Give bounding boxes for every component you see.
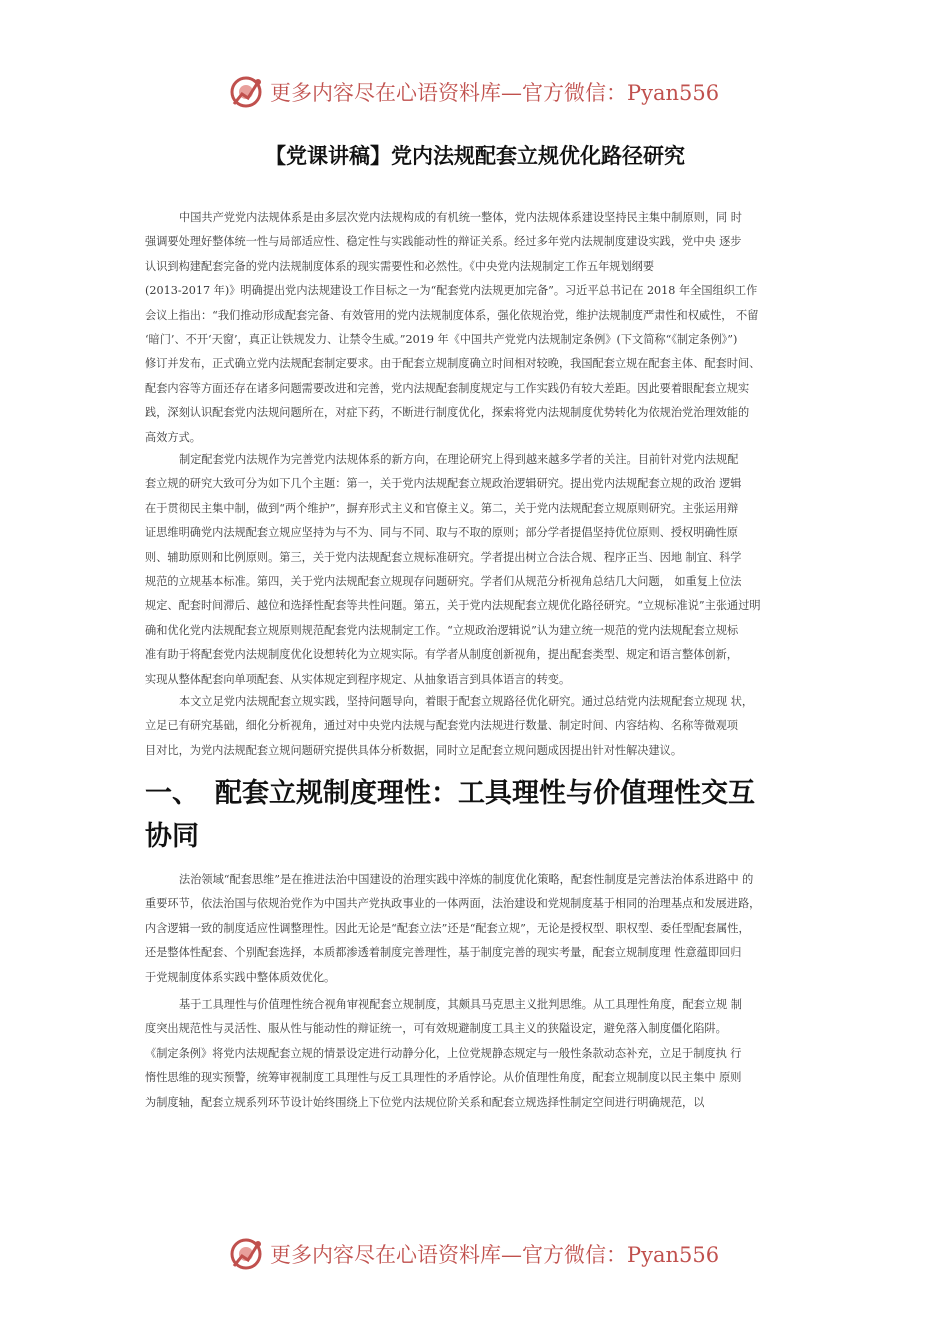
- section-title-line-1: 配套立规制度理性：工具理性与价值理性交互: [215, 778, 755, 809]
- text-line: 本文立足党内法规配套立规实践，坚持问题导向，着眼于配套立规路径优化研究。通过总结党内法规配套立规现 状，: [179, 695, 754, 708]
- section-title-line-2: 协同: [145, 821, 199, 852]
- paragraph-1: [145, 206, 810, 450]
- document-title: 【党课讲稿】党内法规配套立规优化路径研究: [265, 144, 685, 168]
- text-line: 规范的立规基本标准。第四，关于党内法规配套立规现存问题研究。学者们从规范分析视角总结几大问题， 如重复上位法: [145, 575, 742, 589]
- text-line: 准有助于将配套党内法规制度优化设想转化为立规实际。有学者从制度创新视角，提出配套类型、规定和语言整体创新，: [145, 648, 738, 662]
- text-line: 《制定条例》将党内法规配套立规的情景设定进行动静分化，上位党规静态规定与一般性条款动态补充，立足于制度执 行: [145, 1046, 742, 1060]
- text-line: 修订并发布，正式确立党内法规配套制定要求。由于配套立规制度确立时间相对较晚，我国配套立规在配套主体、配套时间、: [145, 357, 761, 371]
- text-line: 配套内容等方面还存在诸多问题需要改进和完善，党内法规配套制度规定与工作实践仍有较大差距。因此要着眼配套立规实: [145, 381, 750, 395]
- banner-text: 更多内容尽在心语资料库—官方微信：Pyan556: [270, 81, 720, 105]
- section-1-paragraph-2: [145, 993, 810, 1115]
- text-line: 惰性思维的现实预警，统筹审视制度工具理性与反工具理性的矛盾悖论。从价值理性角度，配套立规制度以民主集中 原则: [145, 1071, 742, 1085]
- text-line: ‘暗门’、不开‘天窗’，真正让铁规发力、让禁令生威。”2019 年《中国共产党党内法规制定条例》(下文简称“《制定条例》”): [145, 333, 738, 347]
- text-line: 规定、配套时间滞后、越位和选择性配套等共性问题。第五，关于党内法规配套立规优化路径研究。“立规标准说”主张通过明: [145, 599, 761, 613]
- text-line: 法治领域“配套思维”是在推进法治中国建设的治理实践中淬炼的制度优化策略，配套性制度是完善法治体系进路中 的: [179, 873, 754, 886]
- text-line: 证思维明确党内法规配套立规应坚持为与不为、同与不同、取与不取的原则；部分学者提倡坚持优位原则、授权明确性原: [145, 526, 738, 540]
- text-line: 实现从整体配套向单项配套、从实体规定到程序规定、从抽象语言到具体语言的转变。: [145, 672, 571, 686]
- text-line: 重要环节，依法治国与依规治党作为中国共产党执政事业的一体两面，法治建设和党规制度基于相同的治理基点和发展进路，: [145, 897, 761, 911]
- header-watermark-banner: [228, 72, 728, 112]
- text-line: (2013-2017 年)》明确提出党内法规建设工作目标之一为“配套党内法规更加完备”。习近平总书记在 2018 年全国组织工作: [145, 284, 758, 298]
- text-line: 践，深刻认识配套党内法规问题所在，对症下药，不断进行制度优化，探索将党内法规制度优势转化为依规治党治理效能的: [145, 406, 750, 420]
- text-line: 为制度轴，配套立规系列环节设计始终围绕上下位党内法规位阶关系和配套立规选择性制定空间进行明确规范，以: [145, 1095, 705, 1109]
- text-line: 会议上指出：“我们推动形成配套完备、有效管用的党内法规制度体系，强化依规治党，维护法规制度严肃性和权威性， 不留: [145, 308, 759, 322]
- text-line: 则、辅助原则和比例原则。第三，关于党内法规配套立规标准研究。学者提出树立合法合规、程序正当、因地 制宜、科学: [145, 550, 742, 564]
- text-line: 高效方式。: [145, 430, 201, 444]
- section-number: 一、: [145, 778, 199, 809]
- text-line: 强调要处理好整体统一性与局部适应性、稳定性与实践能动性的辩证关系。经过多年党内法规制度建设实践，党中央 逐步: [145, 235, 742, 249]
- text-line: 确和优化党内法规配套立规原则规范配套党内法规制定工作。“立规政治逻辑说”认为建立统一规范的党内法规配套立规标: [145, 623, 739, 637]
- section-1-paragraph-1: [145, 868, 810, 990]
- text-line: 立足已有研究基础，细化分析视角，通过对中央党内法规与配套党内法规进行数量、制定时间、内容结构、名称等微观项: [145, 719, 738, 733]
- text-line: 认识到构建配套完备的党内法规制度体系的现实需要性和必然性。《中央党内法规制定工作五年规划纲要: [145, 259, 655, 273]
- text-line: 基于工具理性与价值理性统合视角审视配套立规制度，其颇具马克思主义批判思维。从工具理性角度，配套立规 制: [179, 998, 742, 1011]
- paragraph-2: [145, 448, 810, 692]
- footer-watermark-banner: [228, 1234, 728, 1274]
- text-line: 中国共产党党内法规体系是由多层次党内法规构成的有机统一整体，党内法规体系建设坚持民主集中制原则，同 时: [179, 211, 742, 224]
- text-line: 于党规制度体系实践中整体质效优化。: [145, 970, 336, 984]
- banner-text: 更多内容尽在心语资料库—官方微信：Pyan556: [270, 1243, 720, 1267]
- text-line: 度突出规范性与灵活性、服从性与能动性的辩证统一，可有效规避制度工具主义的狭隘设定，避免落入制度僵化陷阱。: [145, 1022, 727, 1036]
- text-line: 目对比，为党内法规配套立规问题研究提供具体分析数据，同时立足配套立规问题成因提出针对性解决建议。: [145, 743, 683, 757]
- text-line: 套立规的研究大致可分为如下几个主题：第一，关于党内法规配套立规政治逻辑研究。提出党内法规配套立规的政治 逻辑: [145, 477, 742, 491]
- text-line: 还是整体性配套、个别配套选择，本质都渗透着制度完善理性，基于制度完善的现实考量，配套立规制度理 性意蕴即回归: [145, 946, 742, 960]
- text-line: 在于贯彻民主集中制，做到“两个维护”，摒弃形式主义和官僚主义。第二，关于党内法规配套立规原则研究。主张运用辩: [145, 501, 739, 515]
- logo-icon: [228, 74, 264, 110]
- section-heading: [145, 772, 825, 858]
- text-line: 制定配套党内法规作为完善党内法规体系的新方向，在理论研究上得到越来越多学者的关注。目前针对党内法规配: [179, 453, 739, 466]
- text-line: 内含逻辑一致的制度适应性调整理性。因此无论是“配套立法”还是“配套立规”，无论是授权型、职权型、委任型配套属性，: [145, 921, 750, 935]
- logo-icon: [228, 1236, 264, 1272]
- paragraph-3: [145, 690, 810, 763]
